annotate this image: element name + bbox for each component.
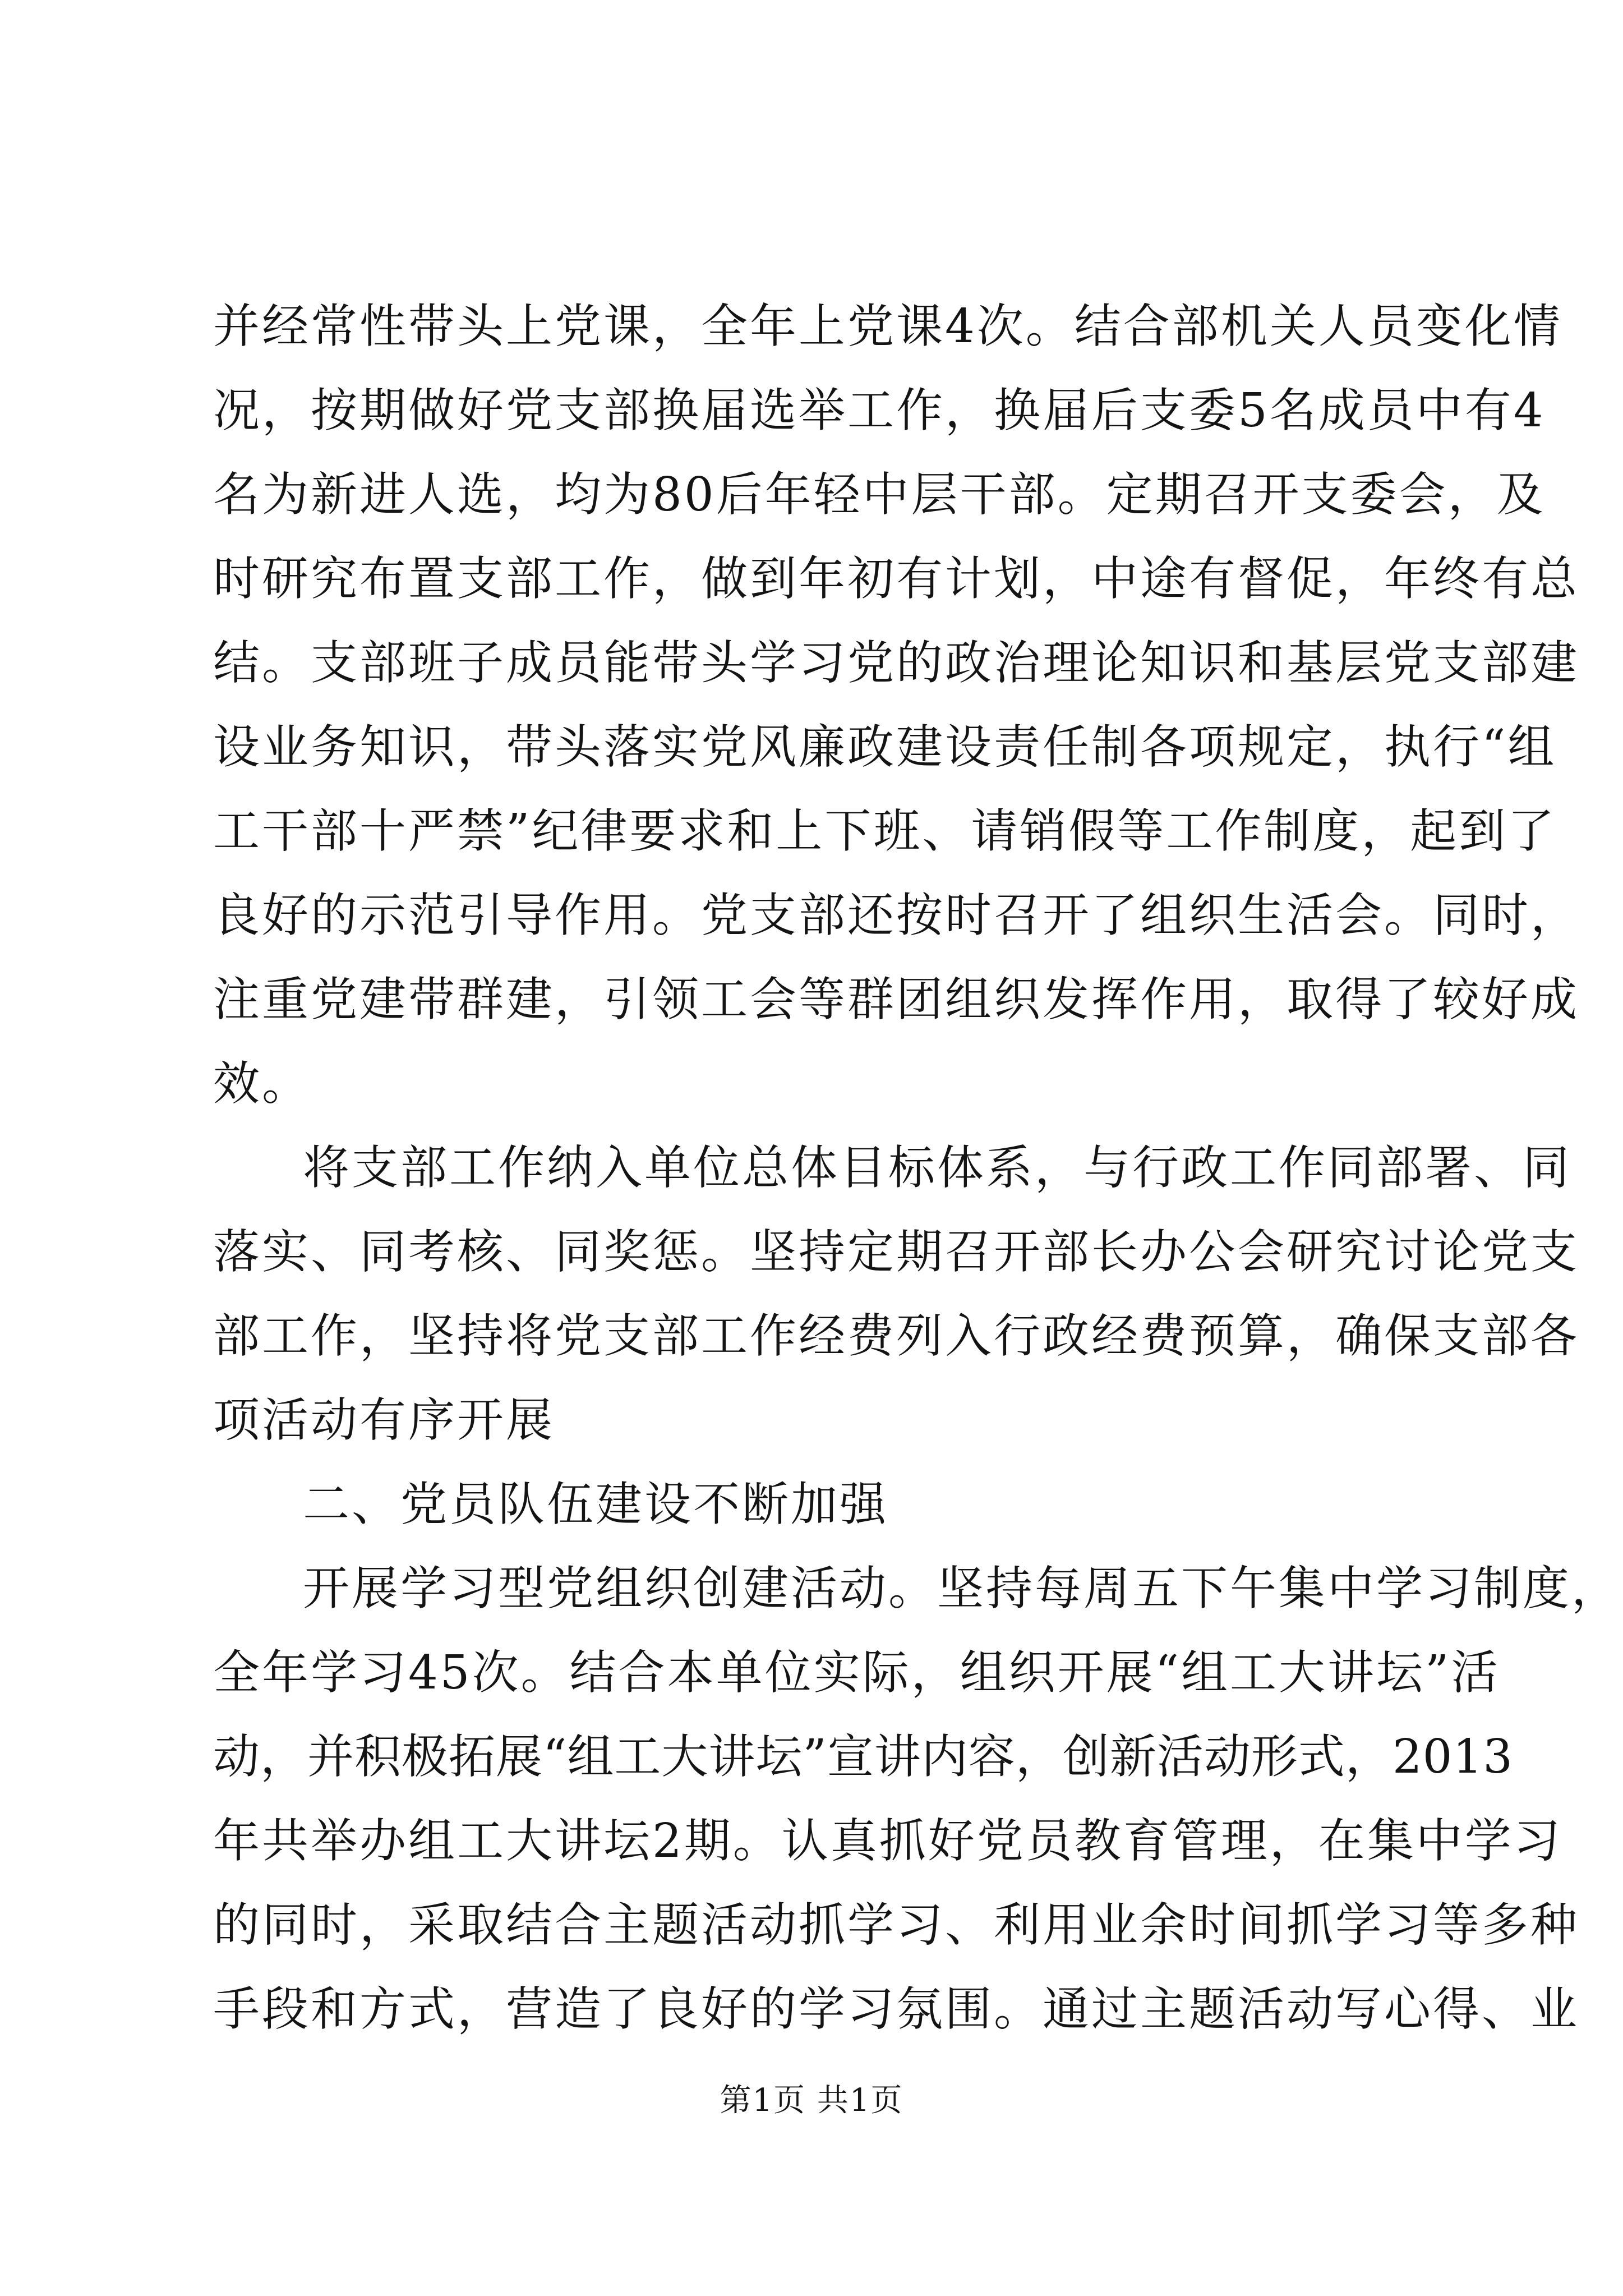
paragraph-3-line-1: 开展学习型党组织创建活动。坚持每周五下午集中学习制度， <box>303 1561 1620 1616</box>
paragraph-3-line-3: 动，并积极拓展“组工大讲坛”宣讲内容，创新活动形式，2013 <box>213 1729 1514 1784</box>
text-line-10: 效。 <box>213 1056 311 1111</box>
paragraph-3-line-5: 的同时，采取结合主题活动抓学习、利用业余时间抓学习等多种 <box>213 1898 1579 1952</box>
paragraph-2-line-3: 部工作，坚持将党支部工作经费列入行政经费预算，确保支部各 <box>213 1309 1579 1363</box>
paragraph-2-line-4: 项活动有序开展 <box>213 1393 555 1447</box>
text-line-8: 良好的示范引导作用。党支部还按时召开了组织生活会。同时， <box>213 888 1579 942</box>
text-line-6: 设业务知识，带头落实党风廉政建设责任制各项规定，执行“组 <box>213 720 1557 774</box>
text-line-4: 时研究布置支部工作，做到年初有计划，中途有督促，年终有总 <box>213 551 1579 606</box>
page-footer: 第1页 共1页 <box>720 2082 903 2119</box>
paragraph-3-line-6: 手段和方式，营造了良好的学习氛围。通过主题活动写心得、业 <box>213 1982 1579 2036</box>
text-line-7: 工干部十严禁”纪律要求和上下班、请销假等工作制度，起到了 <box>213 804 1557 858</box>
text-line-9: 注重党建带群建，引领工会等群团组织发挥作用，取得了较好成 <box>213 972 1579 1027</box>
text-line-2: 况，按期做好党支部换届选举工作，换届后支委5名成员中有4 <box>213 383 1546 438</box>
text-line-1: 并经常性带头上党课，全年上党课4次。结合部机关人员变化情 <box>213 299 1562 353</box>
section-heading: 二、党员队伍建设不断加强 <box>303 1477 888 1531</box>
paragraph-2-line-2: 落实、同考核、同奖惩。坚持定期召开部长办公会研究讨论党支 <box>213 1225 1579 1279</box>
paragraph-3-line-2: 全年学习45次。结合本单位实际，组织开展“组工大讲坛”活 <box>213 1645 1500 1700</box>
paragraph-3-line-4: 年共举办组工大讲坛2期。认真抓好党员教育管理，在集中学习 <box>213 1814 1562 1868</box>
text-line-5: 结。支部班子成员能带头学习党的政治理论知识和基层党支部建 <box>213 636 1579 690</box>
paragraph-2-line-1: 将支部工作纳入单位总体目标体系，与行政工作同部署、同 <box>303 1140 1571 1195</box>
text-line-3: 名为新进人选，均为80后年轻中层干部。定期召开支委会，及 <box>213 467 1546 522</box>
